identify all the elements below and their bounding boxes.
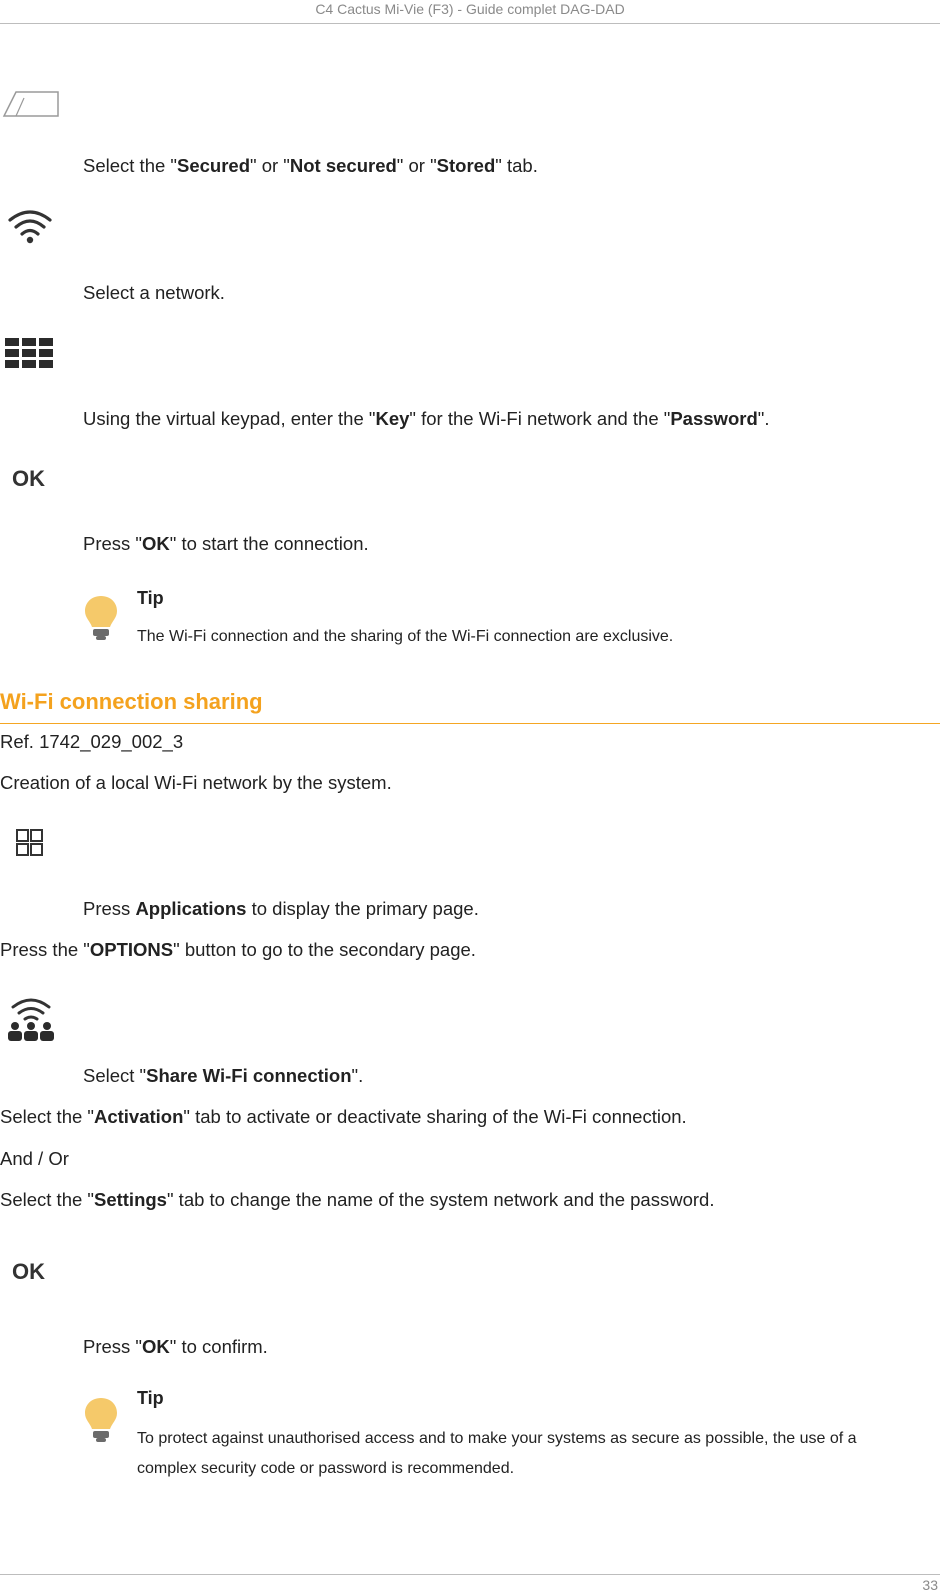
wifi-sharing-icon [5, 995, 57, 1043]
section-heading: Wi-Fi connection sharing [0, 687, 940, 724]
lightbulb-icon [83, 594, 119, 642]
tip-text: The Wi-Fi connection and the sharing of the Wi-Fi connection are exclusive. [137, 628, 674, 645]
and-or-text: And / Or [0, 1148, 69, 1169]
step-select-tab: Select the "Secured" or "Not secured" or "Stored" tab. [83, 155, 538, 176]
step-settings: Select the "Settings" tab to change the name of the system network and the password. [0, 1189, 715, 1210]
ok-icon: OK [12, 1259, 45, 1284]
step-activation: Select the "Activation" tab to activate or deactivate sharing of the Wi-Fi connection. [0, 1106, 687, 1127]
tip-title: Tip [137, 1388, 164, 1408]
step-press-ok-confirm: Press "OK" to confirm. [83, 1336, 268, 1357]
step-press-ok: Press "OK" to start the connection. [83, 533, 369, 554]
step-enter-key: Using the virtual keypad, enter the "Key" for the Wi-Fi network and the "Password". [83, 408, 770, 429]
step-press-options: Press the "OPTIONS" button to go to the secondary page. [0, 939, 476, 960]
page-number: 33 [922, 1577, 938, 1593]
intro-text: Creation of a local Wi-Fi network by the system. [0, 772, 392, 793]
tip-text: To protect against unauthorised access and to make your systems as secure as possible, the use of a complex security code or password is recommended. [137, 1430, 857, 1477]
step-press-applications: Press Applications to display the primary page. [83, 898, 479, 919]
ok-icon: OK [12, 466, 45, 491]
keypad-icon [5, 338, 55, 370]
wifi-icon [6, 206, 54, 246]
lightbulb-icon [83, 1396, 119, 1444]
tablet-icon [2, 90, 60, 118]
header-title: C4 Cactus Mi-Vie (F3) - Guide complet DAG-DAD [315, 1, 625, 17]
applications-grid-icon [16, 829, 44, 857]
step-select-share: Select "Share Wi-Fi connection". [83, 1065, 364, 1086]
reference: Ref. 1742_029_002_3 [0, 731, 184, 752]
page-header [0, 0, 940, 24]
step-select-network: Select a network. [83, 282, 225, 303]
page-footer [0, 1574, 940, 1594]
tip-title: Tip [137, 588, 164, 608]
